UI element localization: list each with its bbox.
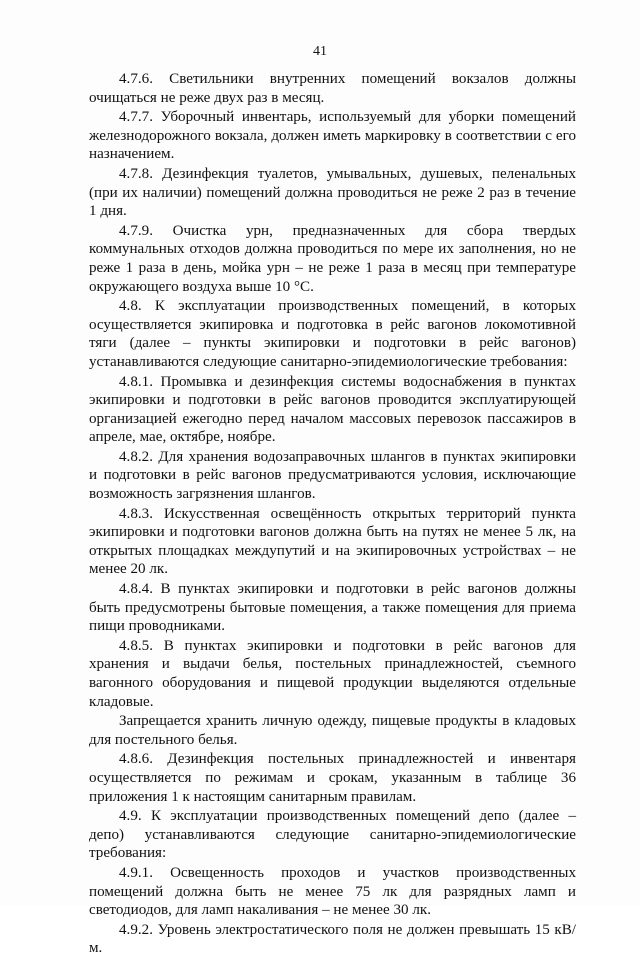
paragraph-4-9-2: 4.9.2. Уровень электростатического поля не должен превышать 15 кВ/м. bbox=[89, 921, 576, 957]
paragraph-4-7-6: 4.7.6. Светильники внутренних помещений вокзалов должны очищаться не реже двух раз в месяц. bbox=[89, 71, 576, 106]
paragraph-4-9-1: 4.9.1. Освещенность проходов и участков производственных помещений должна быть не менее 75 лк для разрядных ламп и светодиодов, для ламп накаливания – не менее 30 лк. bbox=[89, 864, 576, 919]
paragraph-4-7-8: 4.7.8. Дезинфекция туалетов, умывальных, душевых, пеленальных (при их наличии) помещений должна проводиться не реже 2 раз в течение 1 дня. bbox=[89, 165, 576, 220]
paragraph-4-9: 4.9. К эксплуатации производственных помещений депо (далее – депо) устанавливаются следующие санитарно-эпидемиологические требования: bbox=[89, 808, 576, 862]
paragraph-4-8-2: 4.8.2. Для хранения водозаправочных шлангов в пунктах экипировки и подготовки в рейс вагонов предусматриваются условия, исключающие возможность загрязнения шлангов. bbox=[89, 448, 576, 503]
document-body bbox=[89, 70, 576, 959]
paragraph-4-8-4: 4.8.4. В пунктах экипировки и подготовки в рейс вагонов должны быть предусмотрены бытовые помещения, а также помещения для приема пищи проводниками. bbox=[89, 581, 576, 635]
page-number: 41 bbox=[313, 44, 327, 59]
paragraph-4-7-9: 4.7.9. Очистка урн, предназначенных для сбора твердых коммунальных отходов должна проводиться по мере их заполнения, но не реже 1 раза в день, мойка урн – не реже 1 раза в месяц при температуре окружающего воздуха выше 10 °С. bbox=[89, 222, 576, 295]
paragraph-4-8-6: 4.8.6. Дезинфекция постельных принадлежностей и инвентаря осуществляется по режимам и срокам, указанным в таблице 36 приложения 1 к настоящим санитарным правилам. bbox=[89, 751, 576, 805]
paragraph-4-8-5: 4.8.5. В пунктах экипировки и подготовки в рейс вагонов для хранения и выдачи белья, постельных принадлежностей, съемного вагонного оборудования и пищевой продукции выделяются отдельные кладовые. bbox=[89, 637, 576, 710]
paragraph-storage-prohibition: Запрещается хранить личную одежду, пищевые продукты в кладовых для постельного белья. bbox=[89, 713, 576, 748]
paragraph-4-7-7: 4.7.7. Уборочный инвентарь, используемый для уборки помещений железнодорожного вокзала, должен иметь маркировку в соответствии с его назначением. bbox=[89, 109, 576, 163]
paragraph-4-8: 4.8. К эксплуатации производственных помещений, в которых осуществляется экипировка и подготовка в рейс вагонов локомотивной тяги (далее – пункты экипировки и подготовки в рейс вагонов) устанавливаются следующие санитарно-эпидемиологические требования: bbox=[89, 298, 576, 370]
paragraph-4-8-1: 4.8.1. Промывка и дезинфекция системы водоснабжения в пунктах экипировки и подготовки в рейс вагонов проводится эксплуатирующей организацией ежегодно перед началом массовых перевозок пассажиров в апреле, мае, октябре, ноябре. bbox=[89, 373, 576, 446]
paragraph-4-8-3: 4.8.3. Искусственная освещённость открытых территорий пункта экипировки и подготовки вагонов должна быть на путях не менее 5 лк, на открытых площадках междупутий и на экипировочных устройствах – не менее 20 лк. bbox=[89, 505, 576, 578]
